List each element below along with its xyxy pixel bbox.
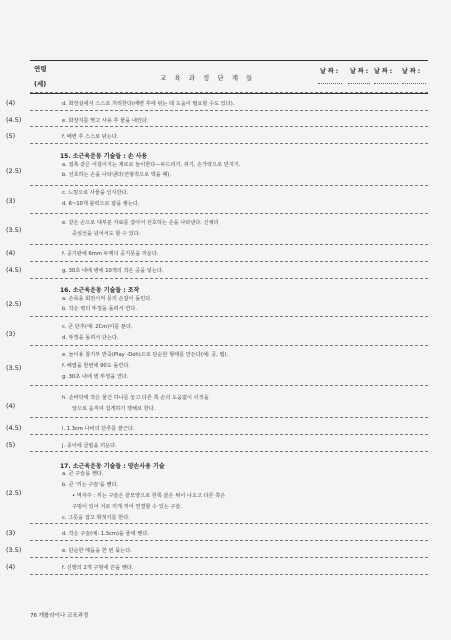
- row-separator: [30, 244, 428, 245]
- row-separator: [30, 345, 428, 346]
- skill-item-text: a. 접촉 같은 어설이지는 제로로 놀이한다—두드리기, 쥐기, 손가락으로 만지기.: [62, 162, 241, 168]
- row-separator: [30, 451, 428, 452]
- age-value: (4): [6, 99, 16, 107]
- skill-item-text: d. 뚜껑을 돌려서 닫는다.: [62, 335, 119, 341]
- date-label-2: 날 짜 :: [350, 68, 369, 75]
- skill-item-text: f. 배변 후 스스로 닦는다.: [62, 134, 119, 140]
- skill-item-text: e. 화장지를 찢고 사용 후 물을 내린다.: [62, 118, 149, 124]
- skill-item-text: • 역자주 : 끼는 구슬은 끝모양으로 한쪽 끝은 튀어 나오고 다른 쪽은: [72, 493, 226, 499]
- row-separator: [30, 557, 428, 558]
- date-label-4: 날 짜 :: [402, 68, 421, 75]
- age-value: (3.5): [6, 364, 22, 372]
- skill-item-text: d. 6~10개 블럭으로 탑을 쌓는다.: [62, 201, 140, 207]
- date-label-1: 날 짜 :: [320, 68, 339, 75]
- age-value: (3): [6, 197, 16, 205]
- skill-item-text: c. 큰 단추(예: 2Cm)이를 푼다.: [62, 324, 133, 330]
- date-line-1: [318, 83, 342, 84]
- age-value: (4): [6, 402, 16, 410]
- age-value: (5): [6, 441, 16, 449]
- row-separator: [30, 278, 428, 279]
- age-value: (3.5): [6, 226, 22, 234]
- row-separator: [30, 574, 428, 575]
- skill-item-text: f. 신발의 2개 구멍에 끈을 꿴다.: [62, 565, 134, 571]
- section-heading: 15. 소근육운동 기술들 : 손 사용: [60, 153, 148, 160]
- row-separator: [30, 417, 428, 418]
- row-separator: [30, 185, 428, 186]
- age-value: (4.5): [6, 116, 22, 124]
- row-separator: [30, 523, 428, 524]
- skill-item-text: c. 그릇을 잡고 휘젓기를 한다.: [62, 515, 130, 521]
- skill-item-text: 구멍이 있어 서로 끼게 끼어 연결할 수 있는 구슬.: [72, 504, 183, 510]
- age-value: (3): [6, 330, 16, 338]
- section-heading: 16. 소근육운동 기술들 : 조작: [60, 287, 140, 294]
- skill-item-text: d. 작은 구슬(예: 1.3cm)을 줄에 꿴다.: [62, 531, 149, 537]
- skill-item-text: 앞으로 움직여 집게하기 행해로 한다.: [72, 406, 156, 412]
- age-value: (3): [6, 529, 16, 537]
- age-value: (2.5): [6, 300, 22, 308]
- skill-item-text: g. 30초 내에 병 뚜껑을 연다.: [62, 374, 129, 380]
- skill-item-text: i. 1.3cm 나비의 단추를 잠근다.: [62, 426, 135, 432]
- skill-item-text: a. 큰 구슬을 꿴다.: [62, 471, 104, 477]
- row-separator: [30, 110, 428, 111]
- age-column-header: [34, 65, 47, 89]
- page-footer: 76 캐롤라이나 교육과정: [30, 613, 89, 619]
- row-separator: [30, 540, 428, 541]
- row-separator: [30, 92, 428, 93]
- skill-item-text: g. 30초 내에 병에 10개의 작은 공을 넣는다.: [62, 268, 164, 274]
- skill-item-text: b. 선호하는 손을 나타낸다(전형적으로 맥을 때).: [62, 172, 172, 178]
- section-heading: 17. 소근육운동 기술들 : 양손사용 기술: [60, 463, 165, 470]
- skill-item-text: 중심선을 넘어서도 할 수 있다.: [72, 231, 141, 237]
- skill-item-text: h. 손바닥에 작은 물건 하나를 놓고 다른 쪽 손의 도움없이 이것을: [62, 395, 209, 401]
- age-unit: (세): [34, 80, 47, 88]
- age-value: (4.5): [6, 424, 22, 432]
- row-separator: [30, 261, 428, 262]
- row-separator: [30, 385, 428, 386]
- skill-item-text: j. 종이에 클립을 끼운다.: [62, 443, 117, 449]
- age-value: (4): [6, 563, 16, 571]
- date-line-3: [374, 83, 398, 84]
- skill-item-text: f. 배엽을 한번에 90도 돌린다.: [62, 363, 131, 369]
- age-value: (2.5): [6, 167, 22, 175]
- age-label: 연령: [34, 65, 47, 73]
- skill-item-text: a. 손목을 회전시켜 문의 손잡이 돌린다.: [62, 296, 152, 302]
- date-line-4: [402, 83, 426, 84]
- skill-item-text: e. 단순한 매듭을 한 번 묶는다.: [62, 548, 132, 554]
- age-value: (3.5): [6, 546, 22, 554]
- skill-item-text: b. 작은 병의 뚜껑을 돌려서 연다.: [62, 306, 137, 312]
- skill-item-text: f. 공기판에 6mm 두께의 공기못을 끼운다.: [62, 251, 159, 257]
- curriculum-title: 교 육 과 정 단 계 들: [160, 74, 256, 82]
- row-separator: [30, 213, 428, 214]
- age-value: (4): [6, 249, 16, 257]
- row-separator: [30, 434, 428, 435]
- skill-item-text: d. 화장실에서 스스로 처리한다(배변 후에 닦는 데 도움이 필요할 수도 있다).: [62, 101, 235, 107]
- skill-item-text: e. 같은 손으로 대부분 자료를 잡아서 선호하는 손을 나타낸다. 신체의: [62, 220, 219, 226]
- row-separator: [30, 126, 428, 127]
- skill-item-text: e. 놀이용 찰기부 반죽(Play -Doh)으로 단순한 형태를 만든다(예: 공, 뱀).: [62, 352, 229, 358]
- table-header: [30, 60, 428, 94]
- age-value: (5): [6, 132, 16, 140]
- date-label-3: 날 짜 :: [374, 68, 393, 75]
- age-value: (4.5): [6, 266, 22, 274]
- row-separator: [30, 143, 428, 144]
- age-value: (2.5): [6, 489, 22, 497]
- date-line-2: [348, 83, 370, 84]
- skill-item-text: c. 느낌으로 사물을 인식한다.: [62, 190, 129, 196]
- row-separator: [30, 316, 428, 317]
- skill-item-text: b. 큰 '끼는 구슬'을 뺀다.: [62, 482, 119, 488]
